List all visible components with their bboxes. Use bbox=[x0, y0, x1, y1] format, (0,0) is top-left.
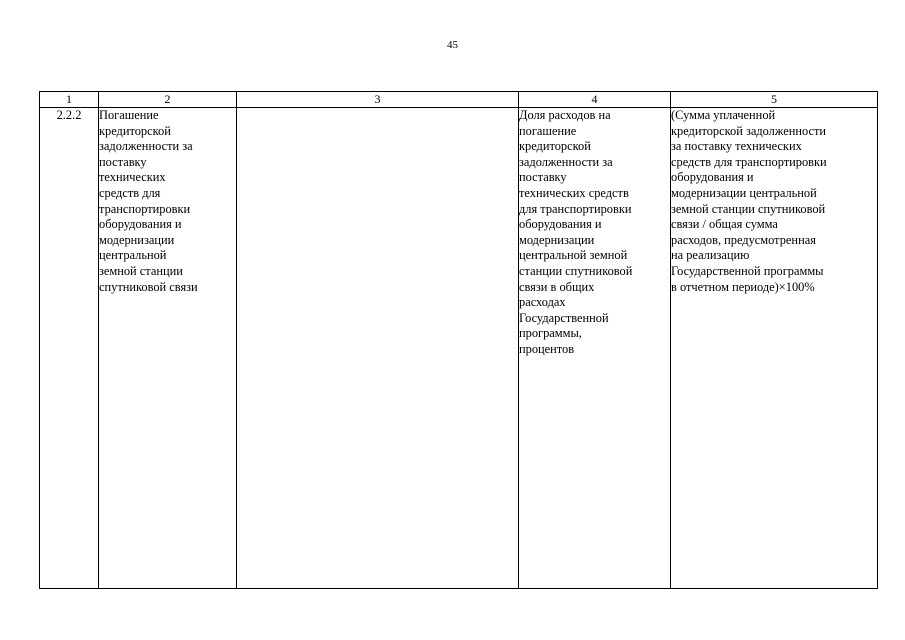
name-line: средств для bbox=[99, 185, 161, 200]
column-header-5: 5 bbox=[671, 92, 878, 108]
indicator-line: модернизации bbox=[519, 232, 595, 247]
row-indicator-cell bbox=[519, 108, 671, 589]
name-line: модернизации bbox=[99, 232, 175, 247]
indicator-line: технических средств bbox=[519, 185, 629, 200]
formula-line: кредиторской задолженности bbox=[671, 123, 827, 138]
indicator-line: поставку bbox=[519, 170, 567, 185]
indicator-line: кредиторской bbox=[519, 139, 591, 154]
table-header-row bbox=[40, 92, 878, 108]
name-line: транспортировки bbox=[99, 201, 191, 216]
indicator-line: погашение bbox=[519, 123, 577, 138]
row-name-cell bbox=[99, 108, 237, 589]
indicator-line: процентов bbox=[519, 341, 575, 356]
indicator-line: программы, bbox=[519, 326, 582, 341]
row-column3-cell bbox=[237, 108, 519, 589]
name-line: кредиторской bbox=[99, 123, 171, 138]
indicator-line: оборудования и bbox=[519, 217, 602, 232]
indicator-table bbox=[39, 91, 878, 589]
formula-line: (Сумма уплаченной bbox=[671, 108, 776, 122]
formula-line: связи / общая сумма bbox=[671, 217, 778, 232]
indicator-line: станции спутниковой bbox=[519, 263, 633, 278]
name-line: задолженности за bbox=[99, 139, 193, 154]
formula-line: в отчетном периоде)×100% bbox=[671, 279, 815, 294]
row-formula-cell bbox=[671, 108, 878, 589]
name-line: оборудования и bbox=[99, 217, 182, 232]
indicator-line: Государственной bbox=[519, 310, 609, 325]
indicator-line: Доля расходов на bbox=[519, 108, 611, 122]
row-code-cell: 2.2.2 bbox=[40, 108, 99, 589]
indicator-line: задолженности за bbox=[519, 154, 613, 169]
formula-line: земной станции спутниковой bbox=[671, 201, 826, 216]
formula-line: средств для транспортировки bbox=[671, 154, 827, 169]
name-line: поставку bbox=[99, 154, 147, 169]
name-line: земной станции bbox=[99, 263, 183, 278]
formula-line: Государственной программы bbox=[671, 263, 824, 278]
name-line: Погашение bbox=[99, 108, 159, 122]
column-header-4: 4 bbox=[519, 92, 671, 108]
column-header-3: 3 bbox=[237, 92, 519, 108]
table-row bbox=[40, 108, 878, 589]
column-header-1: 1 bbox=[40, 92, 99, 108]
formula-line: оборудования и bbox=[671, 170, 754, 185]
formula-line: на реализацию bbox=[671, 248, 750, 263]
indicator-line: для транспортировки bbox=[519, 201, 632, 216]
indicator-line: расходах bbox=[519, 295, 566, 310]
indicator-line: центральной земной bbox=[519, 248, 628, 263]
formula-line: расходов, предусмотренная bbox=[671, 232, 816, 247]
name-line: спутниковой связи bbox=[99, 279, 198, 294]
name-line: технических bbox=[99, 170, 166, 185]
column-header-2: 2 bbox=[99, 92, 237, 108]
formula-line: за поставку технических bbox=[671, 139, 802, 154]
indicator-line: связи в общих bbox=[519, 279, 595, 294]
name-line: центральной bbox=[99, 248, 167, 263]
formula-line: модернизации центральной bbox=[671, 185, 817, 200]
page-number: 45 bbox=[447, 39, 458, 51]
